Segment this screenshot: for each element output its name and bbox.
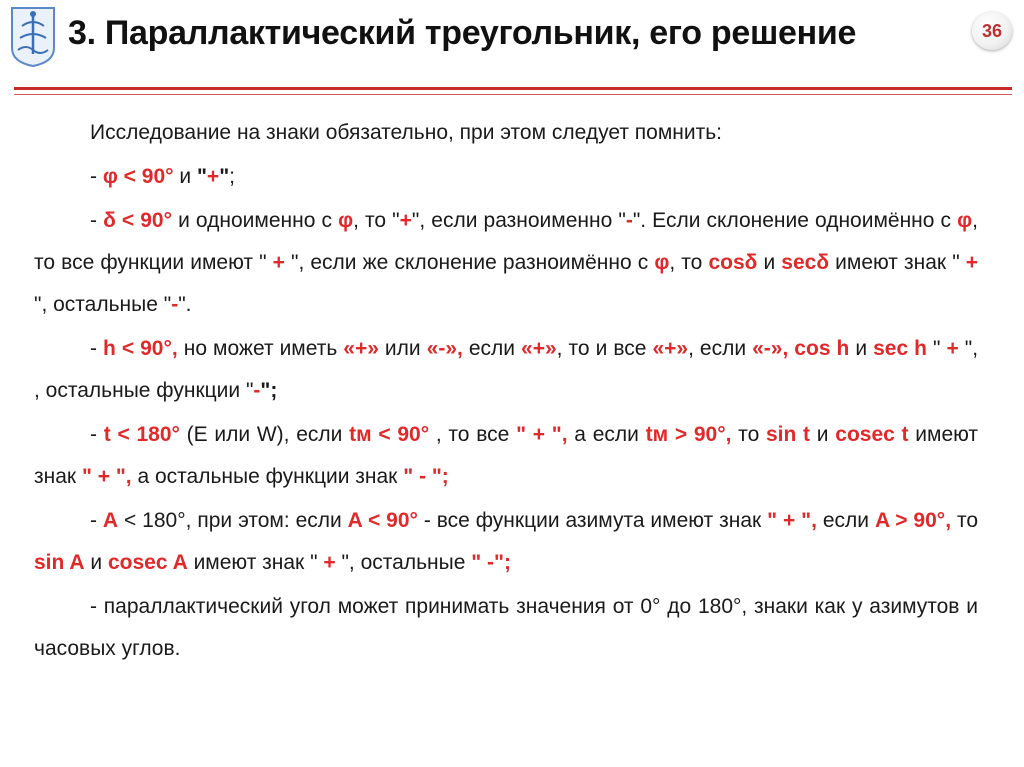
text-run: " - "; — [403, 465, 449, 488]
text-run: secδ — [781, 251, 830, 274]
text-run: ". — [178, 293, 192, 316]
text-run: ; — [229, 165, 235, 188]
text-run: - — [90, 209, 104, 232]
text-run: «+» — [652, 337, 689, 360]
text-run: если — [816, 509, 875, 532]
header-divider — [14, 87, 1012, 90]
text-run: φ — [338, 209, 354, 232]
text-run: ", если же склонение разноимённо с — [284, 251, 655, 274]
text-run: , то " — [353, 209, 400, 232]
text-run: cosec A — [107, 551, 188, 574]
text-run: , то все — [429, 423, 517, 446]
text-run: " + ", — [767, 509, 817, 532]
text-run: и — [84, 551, 108, 574]
text-run: cosec t — [835, 423, 909, 446]
header-divider-thin — [14, 94, 1012, 95]
text-run: имеют знак " — [829, 251, 966, 274]
paragraph-phi-rule — [34, 156, 978, 198]
text-run: - — [90, 165, 103, 188]
text-run: (E или W), если — [179, 423, 350, 446]
text-run: если — [462, 337, 522, 360]
text-run: , то — [669, 251, 709, 274]
text-run: "; — [260, 379, 278, 402]
text-run: h < 90°, — [103, 337, 178, 360]
paragraph-delta-rule — [34, 200, 978, 326]
text-run: а остальные функции знак — [131, 465, 404, 488]
text-run: - — [90, 423, 104, 446]
text-run: имеют знак " — [187, 551, 324, 574]
text-run: «+» — [521, 337, 557, 360]
text-run: , если — [688, 337, 753, 360]
text-run: - — [625, 209, 633, 232]
paragraph-parallactic-angle — [34, 586, 978, 670]
text-run: - — [171, 293, 179, 316]
text-run: ", , остальные функции " — [34, 337, 979, 402]
text-run: и — [757, 251, 782, 274]
text-run: + — [965, 251, 979, 274]
text-run: δ < 90° — [103, 209, 173, 232]
text-run: , то все функции имеют " — [34, 209, 978, 274]
text-run: то — [951, 509, 979, 532]
text-run: «-», cos h — [752, 337, 850, 360]
text-run: Исследование на знаки обязательно, при этом следует помнить: — [90, 121, 723, 144]
text-run: φ < 90° — [102, 165, 174, 188]
text-run: A — [102, 509, 119, 532]
text-run: t < 180° — [103, 423, 180, 446]
text-run: + — [946, 337, 959, 360]
text-run: " + ", — [81, 465, 132, 488]
text-run: и — [810, 423, 836, 446]
text-run: и одноименно с — [172, 209, 339, 232]
text-run: «+» — [343, 337, 379, 360]
text-run: и — [849, 337, 874, 360]
text-run: + — [323, 551, 336, 574]
text-run: а если — [567, 423, 646, 446]
text-run: " — [219, 165, 230, 188]
text-run: - — [90, 509, 103, 532]
text-run: A > 90°, — [874, 509, 952, 532]
text-run: или — [378, 337, 427, 360]
text-run: , то и все — [556, 337, 653, 360]
text-run: φ — [654, 251, 670, 274]
slide-body — [34, 112, 978, 670]
paragraph-intro — [34, 112, 978, 154]
text-run: + — [399, 209, 412, 232]
text-run: + — [272, 251, 285, 274]
text-run: " + ", — [516, 423, 568, 446]
text-run: tм < 90° — [349, 423, 430, 446]
text-run: " -"; — [471, 551, 511, 574]
text-run: φ — [957, 209, 973, 232]
text-run: cosδ — [708, 251, 758, 274]
paragraph-t-rule — [34, 414, 978, 498]
text-run: и — [173, 165, 197, 188]
text-run: A < 90° — [347, 509, 418, 532]
text-run: но может иметь — [177, 337, 344, 360]
text-run: sin t — [765, 423, 811, 446]
text-run: sec h — [873, 337, 927, 360]
text-run: то — [731, 423, 766, 446]
text-run: - все функции азимута имеют знак — [417, 509, 768, 532]
institution-logo-icon — [8, 4, 58, 68]
text-run: " — [927, 337, 947, 360]
text-run: ". Если склонение одноимённо с — [632, 209, 958, 232]
paragraph-a-rule — [34, 500, 978, 584]
text-run: - — [253, 379, 261, 402]
page-number-badge: 36 — [972, 12, 1012, 50]
text-run: " — [196, 165, 207, 188]
text-run: + — [206, 165, 220, 188]
text-run: < 180°, при этом: если — [118, 509, 348, 532]
page-title: 3. Параллактический треугольник, его решение — [68, 14, 857, 52]
paragraph-h-rule — [34, 328, 978, 412]
text-run: - — [90, 337, 104, 360]
text-run: ", остальные — [335, 551, 472, 574]
text-run: tм > 90°, — [645, 423, 732, 446]
text-run: «-», — [426, 337, 463, 360]
text-run: ", остальные " — [34, 293, 172, 316]
text-run: имеют знак — [34, 423, 979, 488]
text-run: ", если разноименно " — [411, 209, 626, 232]
text-run: sin A — [34, 551, 85, 574]
text-run: - параллактический угол может принимать значения от 0° до 180°, знаки как у азимутов и часовых углов. — [34, 595, 978, 660]
